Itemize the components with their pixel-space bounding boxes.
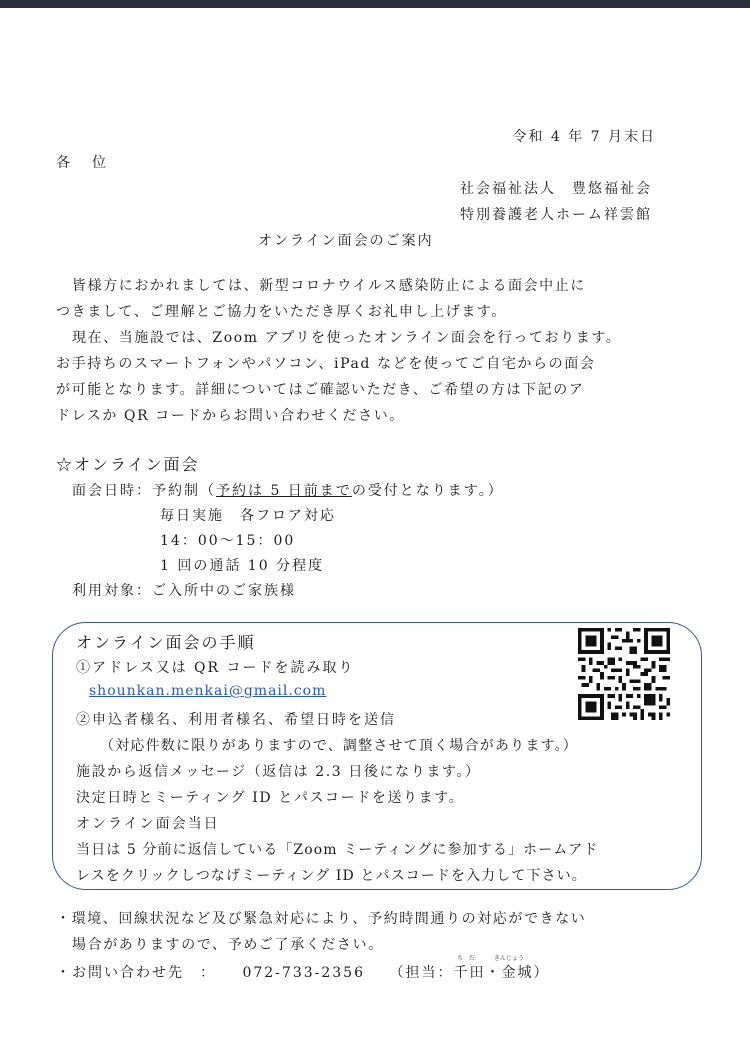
target-users: 利用対象：ご入所中のご家族様	[72, 583, 296, 599]
footer-note-line2: 場合がありますので、予めご了承ください。	[72, 937, 384, 953]
call-duration: 1 回の通話 10 分程度	[160, 558, 325, 574]
procedure-step2: ②申込者様名、利用者様名、希望日時を送信	[76, 712, 396, 728]
contact-person: （担当：千田・金城）	[389, 965, 550, 981]
procedure-day-of: オンライン面会当日	[76, 816, 220, 832]
para1-line2: つきまして、ご理解とご協力をいただき厚くお礼申し上げます。	[56, 304, 507, 320]
schedule-line	[72, 480, 504, 500]
top-bar	[0, 0, 750, 8]
procedure-note: （対応件数に限りがありますので、調整させて頂く場合があります。）	[100, 738, 578, 754]
procedure-instruction-2: レスをクリックしつなげミーティング ID とパスコードを入力して下さい。	[76, 868, 587, 884]
procedure-step1: ①アドレス又は QR コードを読み取り	[76, 660, 355, 676]
organization-name: 社会福祉法人 豊悠福祉会	[460, 181, 652, 197]
daily-info: 毎日実施 各フロア対応	[160, 508, 336, 524]
intro-paragraph	[56, 273, 656, 429]
footer-note-line1: ・環境、回線状況など及び緊急対応により、予約時間通りの対応ができない	[56, 911, 587, 927]
para2-line2: お手持ちのスマートフォンやパソコン、iPad などを使ってご自宅からの面会	[56, 356, 596, 372]
para2-line3: が可能となります。詳細についてはご確認いただき、ご希望の方は下記のア	[56, 382, 585, 398]
contact-line	[56, 962, 549, 982]
recipients: 各 位	[56, 155, 110, 171]
online-visit-heading: ☆オンライン面会	[56, 455, 200, 474]
procedure-send-id: 決定日時とミーティング ID とパスコードを送ります。	[76, 790, 465, 806]
ruby-kinjou: きんじょう	[494, 955, 525, 962]
qr-code-icon[interactable]	[578, 628, 670, 720]
ruby-chida: ち だ	[457, 955, 476, 962]
document-title: オンライン面会のご案内	[258, 233, 434, 249]
para1-line1: 皆様方におかれましては、新型コロナウイルス感染防止による面会中止に	[72, 278, 586, 294]
schedule-underlined: 予約は 5 日前まで	[216, 483, 352, 499]
email-link[interactable]: shounkan.menkai@gmail.com	[89, 683, 327, 699]
visit-time: 14：00～15：00	[160, 533, 296, 549]
para2-line1: 現在、当施設では、Zoom アプリを使ったオンライン面会を行っております。	[72, 330, 622, 346]
contact-phone[interactable]: 072-733-2356	[242, 965, 365, 981]
para2-line4: ドレスか QR コードからお問い合わせください。	[56, 408, 405, 424]
procedure-heading: オンライン面会の手順	[76, 633, 256, 652]
schedule-label: 面会日時：予約制（	[72, 483, 216, 499]
schedule-rest: の受付となります。）	[351, 483, 504, 499]
procedure-reply: 施設から返信メッセージ（返信は 2.3 日後になります。）	[76, 764, 481, 780]
facility-name: 特別養護老人ホーム祥雲館	[460, 207, 652, 223]
contact-label: ・お問い合わせ先 ：	[56, 965, 216, 981]
document-date: 令和 4 年 7 月末日	[512, 129, 656, 145]
procedure-instruction-1: 当日は 5 分前に返信している「Zoom ミーティングに参加する」ホームアド	[76, 842, 599, 858]
